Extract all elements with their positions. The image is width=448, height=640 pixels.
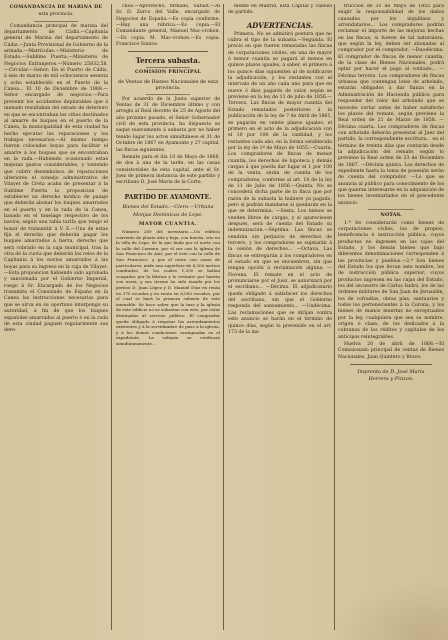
divider (146, 189, 190, 190)
auction-title: Tercera subasta. (135, 56, 201, 66)
divider (350, 364, 432, 365)
commission-heading: COMISION PRINCIPAL (134, 70, 202, 76)
circular-text: Comandancia principal de marina del departamento de Cádiz.—Capitanía general de Marina del departamento de Cádiz.—Junta Provisional de Gobierno de la armada.—Matrículas.—Ministerio de Estado.—Sublime Puerta.—Ministerio de Negocios Extranjeros.—Número 25832,58. —Circular.—Señor: En el Puerto de Cádiz, á seis de marzo de mil ochocientos sesenta y ocho establecido en el Puerto de la Canea... El 10 de Diciembre de 1868.—Señor encargado de negocios.—Para prevenir los accidentes deplorables que á menudo resultaban del estado de deterioro en que se encontraban los citios destinados al amarre de buques en el puerto de la Canea, la municipalidad de esta ciudad ha hecho ejecutar las reparaciones y los trabajos necesarios.—Al mismo tiempo fueron colocados boyas para facilitar el amarre á los buques que se encontraban en la rada.—Habiendo ocasionado estas mejoras gastos considerables, y teniendo que cubrir desembolsos de reparaciones ulteriores el consejo administrativo de Vilayet de Creta acaba de presentar á la Sublime Puerta la proposicion de establecer un derecho módico de pasaje que deberán abonar los buques amarrados en el puerto y en la rada de la Canea, basado en el tonelage respectivo de los navíos, según una tabla tarifa que tengo el honor de transmitir á V. E.—Una de estas fija el derecho que deberán pagar los buques amarrados á tierra, derecho que será cobrado en la caja municipal, tras la otra de la cuota que deberán los relos de la Capitanía á los navíos amarrados á las boyas para su ingreso en la caja de Vilayet.—Esta proposicion habiendo sido aprobada y sancionada por el Gobierno Imperial, ruego á Sr. Encargado de los Negocios transmita el Consulado de España en la Canea las instrucciones necesarias para que se sirva en su oportuno interpongo su autoridad, á fin de que los buques españoles amarrados al puerto ó en la rada de esta ciudad paguen regularmente sus dere- (4, 23, 108, 334)
advertencias-text: Primera. No se admitirá postura que no cubra el tipo de la subasta.—Segunda. El precio en que fueren rematadas las fincas de corporaciones civiles, en una de mayor ó menor cuantía se pagará al menos en quince plazos iguales, á saber, el primero á los quince días siguientes al de notificarse la adjudicación, y los restantes con el intervalo de un año cada uno para que en nueve ó diez pagarés de valor, según se previene en la ley de 11 de julio de 1856.—Tercera. Las fincas de mayor cuantía del Estado rematados posteriores á la publicación de la ley de 7 de Abril de 1861, se pagarán en veinte plazos iguales, el primero en el acto de la adjudicación con el 10 por 100 de la cantidad, y los restantes cada año, en la forma establecida por la ley de 1º de Mayo de 1855.—Cuarta. Los compradores de fincas de menor cuantía, los derechos de hipoteca y demás cargas á que pueda dar lugar el 1 por 100 de la venta, serán de cuenta de los compradores, conforme al art. 10 de la ley de 11 de Julio de 1856.—Quinta. No se concederá dicha parte de la finca que por razón de la subasta la hubiere ya pagado, pero sí podrán mandarse si quedarán en la que se determina. —Sexta. Los bienes se venden libres de cargas, y si apareciesen después, será de cuenta del Estado su indemnización.—Séptima. Las fincas se vendrán sin perjuicio de derechos de tercero, y los compradores se sujetarán á la cesión de derechos... —Octava. Las fincas se entregarán á los compradores en el estado en que se encuentren, sin que tengan opción á reclamación alguna. —Novena. El remate en el acto de pronunciarse por el Juez, se autorizará por el escribano... —Décima. El adjudicatario queda obligado á satisfacer los derechos del escribano, sin que el Gobierno responda del saneamiento... —Undécima. Las reclamaciones que se dirijan contra este anuncio se harán en el término de quince días, según lo prevenido en el art. 173 de la ins- (228, 31, 332, 335)
section-heading: COMANDANCIA DE MARINA DE (9, 5, 103, 10)
commission-subheading: de Ventas de Bienes Nacionales de esta provincia. (117, 78, 219, 92)
column-2 (116, 4, 220, 632)
location-text: mente en Madrid, esta Capital y cabeza de partido. (228, 4, 332, 16)
divider (34, 21, 78, 22)
notas-text: 1.ª Se considerarán como bienes de corporaciones civiles, los de propios, beneficencia é instrucción pública, cuyos productos no ingresen en las cajas del Estado, y los demás bienes que bajo diferentes denominaciones corresponden á las provincias y pueblos.—2.ª Son bienes del Estado los que llevan este nombre, los de instrucción pública superior, cuyos productos ingresen en las cajas del Estado, los del secuestro de Carlos Isidro, los de las órdenes militares de San Juan de Jerusalén, los de cofradías, obras pías, santuarios y todos los pertenecientes á la Corona, y los bienes de manos muertas no exceptuados por la ley, cualquiera que sea su nombre, origen ó clase, de los dedicados á la cobranza de los réditos y capitales de los anticipos reintegrables. (338, 220, 444, 340)
column-4 (338, 4, 444, 632)
remate-text: Remate para el día 10 de Mayo de 1868, de dos á una de la tarde, en las casas consistoriales de esta capital, ante el Sr. Juez de primera instancia de este partido y escribano D. José María de la Corte. (116, 154, 220, 186)
divider (128, 51, 208, 52)
date-signature: Huelva 20 de abril de 1868.—El Comisionado principal de ventas de Bienes Nacionales, Juan Quintero y Bravo. (338, 342, 444, 360)
clero-line: Bienes del Estado.—Clero.—Urbana (122, 203, 214, 210)
section-subheading: esta provincia. (38, 12, 74, 18)
notas-heading: NOTAS. (380, 212, 402, 218)
column-3 (228, 4, 332, 632)
column-1 (4, 4, 108, 632)
divider (146, 94, 190, 95)
property-description: Número 289 del inventario.—Un edificio convento de planta alta y baja, con huerta, sito en la villa de Lepe, de la que linda por el norte con la calle del Carmen, por el sur con la iglesia de San Francisco de Asís, por el este con la calle de San Francisco, y por el oeste con casas de particulares; mide una superficie de 4,300 metros cuadrados, de los cuales 1,200 se hallan ocupados por la fábrica y lo restante por huerta con noria, y sus tierras ha sido tasado por los peritos D. Juan López y D. Manuel Díaz en renta en 375 escudos y en venta en 8,000 escudos, por el cual se hará la primera subasta de este inmueble. Se hace saber que la tasa y la iglesia de este edificio no se subastan con este, por estar destinados al servicio público. El comprador queda obligado á respetar los arrendamientos existentes y á la servidumbre de paso a la iglesia, y á las demás condiciones consignadas en el expediente. La subasta se verificará simultáneamente... (116, 229, 220, 346)
divider (146, 67, 190, 68)
column-divider (111, 4, 112, 630)
circular-ending: chos.—Aprovecho, firmado, Safuet.—Al Sr. D. Zurco del Valle, encargado de Negocios de España.—Es copia conforme.—Hay una rúbrica.—Es copia.—El Comandante general, Manuel Mac-crohon.—Es copia. M. Mac-crohon.—Es copia. Francisco Sunice. (116, 4, 220, 48)
imprint-line-1: Imprenta de D. José María (357, 369, 425, 376)
partido-heading: PARTIDO DE AYAMONTE. (124, 193, 212, 201)
monjas-line: Monjas Dominicas de Lepe. (133, 212, 203, 219)
mayor-cuantia: MAYOR CUANTIA. (138, 220, 198, 227)
sale-text: Por acuerdo de la Junta superior de Ventas de 31 de Diciembre último y con arreglo al Real decreto de 25 de Agosto del año próximo pasado, el Señor Gobernador civil de esta provincia, ha dispuesto se saque nuevamente á subasta por no haber tenido lugar los actos simultáneos el 31 de Octubre de 1867 en Ayamonte y 27 capital, las fincas siguientes. (116, 96, 220, 153)
imprint-line-2: Herrera y Pinzon. (368, 375, 414, 382)
column-divider (223, 4, 224, 630)
divider (368, 209, 414, 210)
advertencias-heading: ADVERTENCIAS. (246, 20, 314, 30)
column-divider (334, 4, 335, 630)
conditions-text: trucción de 31 de Mayo de 1855 para exigir la responsabilidad de los daños causados por los inquilinos y arrendatarios... Los compradores podrán reclamar el importe de las mejoras hechas en las fincas, si fueren de tal naturaleza, que según la ley, deben ser abonadas al comprador por el comprador. —Duodécima. El comprador de fincas de menor cuantía, de la clase de Bienes Nacionales, podrá optar por hacer el pago al contado... —Décima tercera. Los compradores de fincas urbanas que contengan lotes de arbolado, estarán obligados á dar fianza en la Administración de Hacienda pública para responder del valor del arbolado que se necesite cortar antes de haber satisfecho los plazos del remate, según previene la Real orden de 21 de Marzo de 1858. —Décima cuarta. Los compradores de fincas con arbolado deberán presentar al Juez del partido, la correspondiente escritura... en el término de treinta días que contarán desde la adjudicación del remate, según lo previene la Real orden de 23 de Diciembre de 1867. —Décima quinta. Los derechos de expediente hasta la toma de posesión serán de cuenta del comprador. —Lo que se anuncia al público para conocimiento de los que quieran interesarse en la adquisición de los bienes inventariados en el precedente anuncio. (338, 4, 444, 206)
